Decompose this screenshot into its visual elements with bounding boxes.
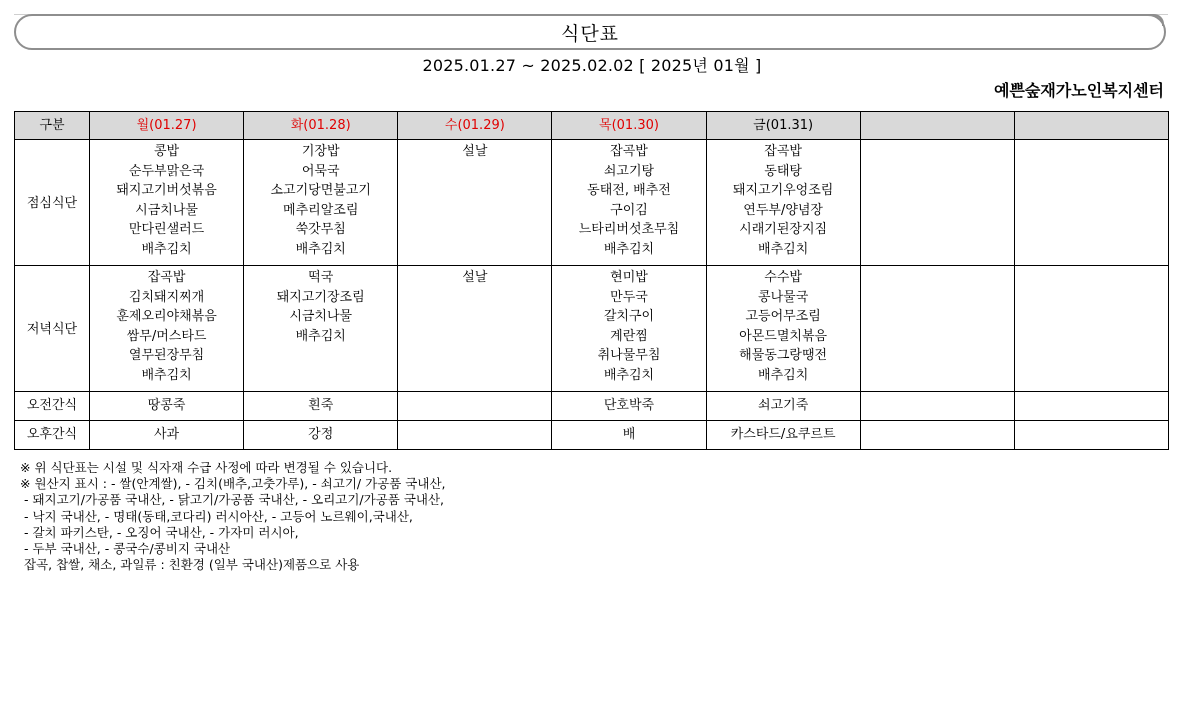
dish-item: 어묵국	[301, 163, 340, 179]
dish-item: 배추김치	[295, 328, 346, 344]
title-banner	[14, 14, 1166, 50]
dish-item: 시금치나물	[289, 309, 353, 324]
snack-cell	[860, 392, 1014, 421]
day-header: 화(01.28)	[244, 112, 398, 140]
dish-item: 취나물무침	[597, 348, 661, 363]
snack-cell: 쇠고기죽	[706, 392, 860, 421]
dish-item: 배추김치	[141, 367, 192, 383]
snack-cell: 땅콩죽	[90, 392, 244, 421]
weekly-menu-table	[14, 111, 1169, 450]
snack-cell: 배	[552, 421, 706, 450]
dish-item: 훈제오리야채볶음	[116, 309, 217, 324]
dish-item: 돼지고기우엉조림	[732, 183, 834, 198]
day-header	[1014, 112, 1168, 140]
menu-cell	[706, 140, 860, 266]
dish-item: 배추김치	[603, 241, 655, 257]
dish-item: 떡국	[308, 270, 334, 285]
dish-item: 잡곡밥	[147, 270, 186, 285]
menu-cell	[706, 266, 860, 392]
meal-row	[15, 140, 1169, 266]
note-line: 잡곡, 찹쌀, 채소, 과일류 : 친환경 (일부 국내산)제품으로 사용	[20, 557, 360, 573]
menu-cell	[244, 266, 398, 392]
dish-item: 순두부맑은국	[128, 163, 205, 179]
snack-cell: 카스타드/요쿠르트	[706, 421, 860, 450]
dish-item: 구이김	[610, 202, 648, 218]
notes-section	[20, 460, 446, 573]
dish-item: 배추김치	[603, 367, 655, 383]
dish-item: 아몬드멸치볶음	[739, 328, 828, 344]
dish-item: 메추리알조림	[283, 202, 359, 218]
menu-cell	[552, 140, 706, 266]
menu-cell	[1014, 140, 1168, 266]
menu-cell	[90, 140, 244, 266]
day-header: 수(01.29)	[398, 112, 552, 140]
dish-item: 돼지고기버섯볶음	[116, 183, 217, 198]
dish-item: 돼지고기장조림	[276, 289, 365, 305]
meal-row	[15, 266, 1169, 392]
note-line: - 갈치 파키스탄, - 오징어 국내산, - 가자미 러시아,	[20, 524, 299, 540]
dish-item: 배추김치	[758, 367, 809, 383]
dish-item: 고등어무조림	[745, 309, 821, 324]
dish-item: 설날	[462, 270, 488, 285]
dish-item: 쇠고기탕	[603, 163, 655, 179]
snack-cell: 흰죽	[244, 392, 398, 421]
row-label: 점심식단	[15, 140, 90, 266]
menu-cell	[398, 266, 552, 392]
dish-item: 잡곡밥	[610, 144, 648, 159]
snack-row	[15, 392, 1169, 421]
note-line: - 돼지고기/가공품 국내산, - 닭고기/가공품 국내산, - 오리고기/가공품 국내산,	[20, 492, 445, 508]
dish-item: 만다린샐러드	[128, 222, 205, 237]
dish-item: 현미밥	[610, 270, 648, 285]
dish-item: 소고기당면불고기	[270, 183, 371, 198]
dish-item: 연두부/양념장	[743, 202, 823, 218]
dish-item: 배추김치	[295, 241, 346, 257]
center-name: 예쁜숲재가노인복지센터	[993, 81, 1164, 100]
snack-cell	[860, 421, 1014, 450]
snack-cell	[1014, 421, 1168, 450]
dish-item: 배추김치	[758, 241, 809, 257]
snack-cell	[398, 421, 552, 450]
day-header: 금(01.31)	[706, 112, 860, 140]
dish-item: 동태전, 배추전	[587, 183, 671, 198]
dish-item: 콩밥	[154, 144, 180, 159]
menu-cell	[1014, 266, 1168, 392]
menu-cell	[244, 140, 398, 266]
dish-item: 수수밥	[764, 270, 802, 285]
day-header	[860, 112, 1014, 140]
note-line: ※ 위 식단표는 시설 및 식자재 수급 사정에 따라 변경될 수 있습니다.	[20, 460, 393, 475]
menu-cell	[860, 266, 1014, 392]
dish-item: 느타리버섯초무침	[578, 222, 680, 237]
dish-item: 배추김치	[141, 241, 192, 257]
dish-item: 해물동그랑땡전	[739, 348, 828, 363]
row-label: 오후간식	[15, 421, 90, 450]
dish-item: 설날	[462, 144, 488, 159]
dish-item: 쑥갓무침	[295, 222, 346, 237]
menu-cell	[90, 266, 244, 392]
dish-item: 잡곡밥	[764, 144, 802, 159]
day-header: 목(01.30)	[552, 112, 706, 140]
dish-item: 열무된장무침	[128, 348, 205, 363]
dish-item: 시래기된장지짐	[739, 222, 828, 237]
menu-cell	[398, 140, 552, 266]
dish-item: 콩나물국	[758, 289, 809, 305]
dish-item: 만두국	[610, 289, 648, 305]
dish-item: 동태탕	[764, 163, 802, 179]
dish-item: 갈치구이	[603, 309, 655, 324]
note-line: - 두부 국내산, - 콩국수/콩비지 국내산	[20, 541, 231, 557]
snack-cell	[398, 392, 552, 421]
snack-cell: 사과	[90, 421, 244, 450]
dish-item: 계란찜	[610, 328, 648, 344]
row-label: 오전간식	[15, 392, 90, 421]
dish-item: 쌈무/머스타드	[126, 328, 207, 344]
day-header: 월(01.27)	[90, 112, 244, 140]
banner-corner-decoration	[1140, 14, 1164, 26]
note-line: - 낙지 국내산, - 명태(동태,코다리) 러시아산, - 고등어 노르웨이,국내산,	[20, 508, 413, 524]
note-line: ※ 원산지 표시 : - 쌀(안계쌀), - 김치(배추,고춧가루), - 쇠고기/ 가공품 국내산,	[20, 476, 446, 492]
snack-row	[15, 421, 1169, 450]
menu-cell	[860, 140, 1014, 266]
menu-cell	[552, 266, 706, 392]
row-label: 저녁식단	[15, 266, 90, 392]
header-corner: 구분	[15, 112, 90, 140]
dish-item: 시금치나물	[135, 202, 198, 218]
table-header-row	[15, 112, 1169, 140]
snack-cell: 강정	[244, 421, 398, 450]
page-title: 식단표	[560, 22, 620, 45]
snack-cell	[1014, 392, 1168, 421]
dish-item: 기장밥	[301, 144, 340, 159]
snack-cell: 단호박죽	[552, 392, 706, 421]
dish-item: 김치돼지찌개	[128, 289, 205, 305]
menu-period: 2025.01.27 ~ 2025.02.02 [ 2025년 01월 ]	[422, 56, 762, 75]
